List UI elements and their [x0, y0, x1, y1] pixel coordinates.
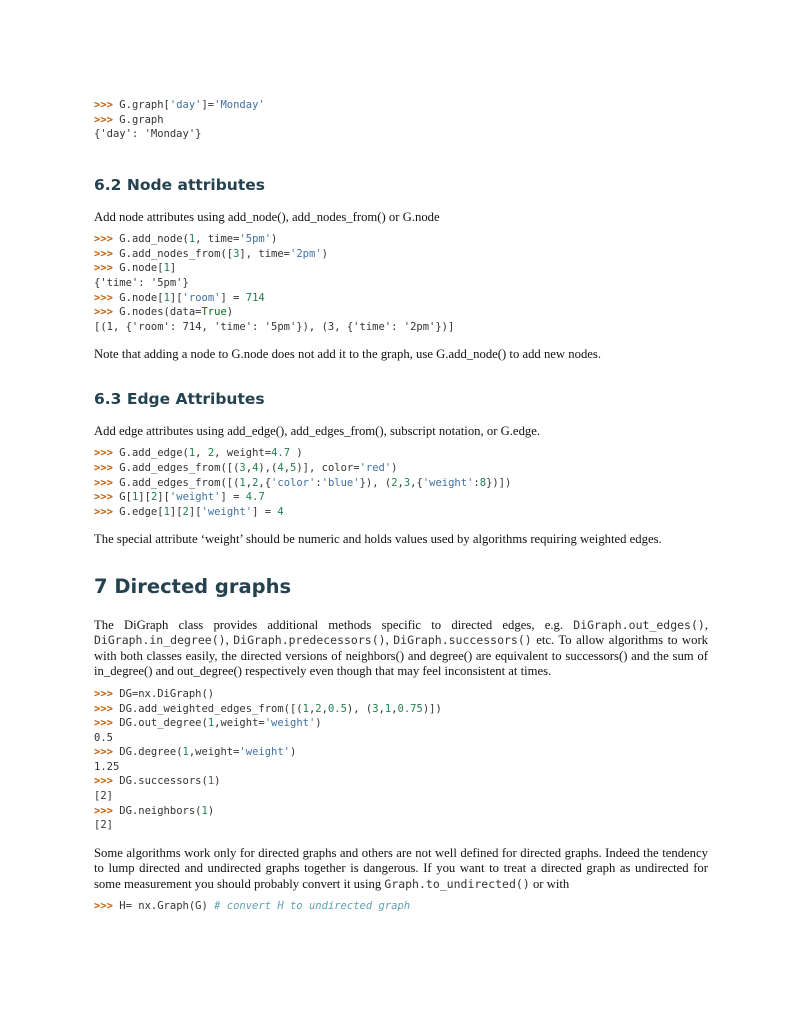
code-text: G.graph[: [119, 99, 170, 111]
string-token: 'weight': [169, 491, 221, 504]
code-text: G.add_nodes_from([: [119, 247, 234, 260]
code-block-graph-attr: [94, 98, 708, 142]
code-line: [94, 461, 708, 476]
code-text: ): [321, 247, 328, 260]
section-heading-directed-graphs: 7 Directed graphs: [94, 574, 292, 598]
prompt-token: >>>: [94, 746, 120, 759]
prompt-token: >>>: [94, 702, 120, 715]
number-token: 1: [201, 804, 208, 817]
number-token: 1: [131, 491, 139, 504]
code-text: ,: [308, 702, 316, 715]
code-text: DG.add_weighted_edges_from([(: [119, 702, 303, 715]
code-text: ,: [195, 447, 208, 460]
code-text: ): [290, 447, 303, 460]
code-text: ,{: [410, 476, 423, 489]
paragraph-text: The DiGraph class provides additional methods specific to directed edges, e.g.: [94, 617, 574, 632]
number-token: 1: [239, 476, 246, 489]
code-line: [94, 899, 708, 914]
code-text: ,weight=: [188, 746, 240, 759]
node-attributes-note: Note that adding a node to G.node does not add it to the graph, use G.add_node() to add new nodes.: [94, 347, 602, 362]
code-text: H= nx.Graph(G): [119, 900, 215, 913]
output-text: {'day': 'Monday'}: [94, 128, 202, 141]
string-token: 'Monday': [214, 99, 265, 111]
prompt-token: >>>: [94, 99, 120, 111]
code-line: [94, 98, 708, 113]
prompt-token: >>>: [94, 775, 120, 788]
inline-code: DiGraph.successors(): [393, 633, 532, 648]
edge-attributes-intro: Add edge attributes using add_edge(), add_edges_from(), subscript notation, or G.edge.: [94, 423, 541, 438]
string-token: 'weight': [201, 505, 253, 518]
number-token: 4.7: [271, 447, 291, 460]
string-token: '5pm': [239, 233, 272, 246]
code-line: [94, 291, 708, 306]
code-line: [94, 320, 708, 335]
code-text: ,weight=: [214, 717, 265, 730]
number-token: 2: [150, 491, 158, 504]
code-text: G.node[: [119, 262, 164, 275]
string-token: 'blue': [321, 476, 360, 489]
code-text: DG.out_degree(: [119, 717, 208, 730]
code-text: ][: [169, 505, 183, 518]
output-text: 0.5: [94, 731, 113, 744]
code-block-edge-attributes: [94, 446, 708, 519]
code-text: ,: [245, 476, 253, 489]
code-text: )], color=: [296, 462, 360, 475]
code-text: G.node[: [119, 291, 164, 304]
code-line: [94, 276, 708, 291]
code-line: [94, 247, 708, 262]
code-text: ] =: [220, 491, 246, 504]
prompt-token: >>>: [94, 804, 120, 817]
paragraph-text: etc. To allow algorithms to work with both classes easily, the directed versions of neighbors() and degree() are equivalent to successors() and the sum of in_degree() and out_degree() respectively even though that may feel inconsistent at times.: [94, 633, 709, 679]
code-line: [94, 305, 708, 320]
number-token: 1: [207, 717, 215, 730]
inline-code: DiGraph.predecessors(): [233, 633, 386, 648]
number-token: 1: [163, 505, 170, 518]
code-line: [94, 731, 708, 746]
number-token: 8: [479, 476, 487, 489]
code-text: ] =: [252, 505, 278, 518]
code-line: [94, 804, 708, 819]
inline-code: DiGraph.out_edges(): [573, 617, 705, 632]
prompt-token: >>>: [94, 462, 120, 475]
prompt-token: >>>: [94, 291, 120, 304]
prompt-token: >>>: [94, 900, 120, 913]
code-text: G.edge[: [119, 505, 164, 518]
code-line: [94, 446, 708, 461]
code-line: [94, 127, 708, 142]
prompt-token: >>>: [94, 262, 120, 275]
code-line: [94, 687, 708, 702]
string-token: 'weight': [422, 476, 474, 489]
number-token: 3: [372, 702, 379, 715]
code-text: G.add_edges_from([(: [119, 476, 240, 489]
code-line: [94, 716, 708, 731]
number-token: 2: [207, 447, 215, 460]
node-attributes-intro: Add node attributes using add_node(), add_nodes_from() or G.node: [94, 209, 440, 224]
prompt-token: >>>: [94, 687, 120, 700]
string-token: 'room': [182, 291, 221, 304]
code-text: , time=: [195, 233, 240, 246]
prompt-token: >>>: [94, 233, 120, 246]
directed-graphs-paragraph-1: [94, 618, 708, 680]
code-text: G.add_edge(: [119, 447, 189, 460]
prompt-token: >>>: [94, 505, 120, 518]
code-text: ] =: [220, 291, 246, 304]
paragraph-text: ,: [225, 633, 234, 648]
code-block-node-attributes: [94, 232, 708, 334]
code-text: DG.successors(: [119, 775, 208, 788]
number-token: 5: [290, 462, 297, 475]
code-text: ,: [321, 702, 328, 715]
paragraph-text: or with: [529, 876, 570, 891]
prompt-token: >>>: [94, 247, 120, 260]
number-token: 1: [302, 702, 309, 715]
code-line: [94, 113, 708, 128]
code-text: ][: [138, 491, 151, 504]
number-token: 0.75: [397, 702, 423, 715]
section-heading-node-attributes: 6.2 Node attributes: [94, 175, 265, 194]
directed-graphs-paragraph-2: [94, 846, 708, 893]
code-text: ): [315, 717, 322, 730]
code-text: ,: [397, 476, 404, 489]
paragraph-text: ,: [704, 617, 708, 632]
code-text: G.nodes(data=: [119, 306, 202, 319]
code-text: DG.neighbors(: [119, 804, 202, 817]
number-token: 4: [252, 462, 259, 475]
number-token: 0.5: [327, 702, 347, 715]
number-token: 4: [277, 462, 284, 475]
number-token: 2: [315, 702, 322, 715]
code-text: DG=nx.DiGraph(): [119, 687, 215, 700]
number-token: 1: [163, 291, 170, 304]
edge-attributes-note: The special attribute ‘weight’ should be numeric and holds values used by algorithms requiring weighted edges.: [94, 532, 662, 547]
code-text: ]: [169, 262, 177, 275]
prompt-token: >>>: [94, 447, 120, 460]
code-text: ), (: [346, 702, 373, 715]
code-line: [94, 490, 708, 505]
code-text: )]): [422, 702, 442, 715]
inline-code: DiGraph.in_degree(): [94, 633, 226, 648]
code-text: ,: [391, 702, 398, 715]
code-text: ): [391, 462, 398, 475]
number-token: 1: [182, 746, 189, 759]
number-token: 2: [391, 476, 398, 489]
code-text: G.add_edges_from([(: [119, 462, 240, 475]
document-page: [94, 98, 708, 914]
code-text: ,: [378, 702, 385, 715]
keyword-token: True: [201, 306, 227, 319]
prompt-token: >>>: [94, 306, 120, 319]
code-text: ): [226, 306, 234, 319]
code-text: :: [473, 476, 480, 489]
code-text: G[: [119, 491, 132, 504]
code-text: G.graph: [119, 113, 164, 126]
code-text: }), (: [359, 476, 392, 489]
code-text: ,: [245, 462, 253, 475]
output-text: 1.25: [94, 760, 120, 773]
number-token: 1: [188, 447, 196, 460]
code-text: ): [271, 233, 278, 246]
number-token: 1: [188, 233, 196, 246]
code-line: [94, 232, 708, 247]
prompt-token: >>>: [94, 717, 120, 730]
code-line: [94, 702, 708, 717]
number-token: 1: [163, 262, 170, 275]
code-line: [94, 774, 708, 789]
code-line: [94, 261, 708, 276]
code-text: :: [315, 476, 322, 489]
code-line: [94, 505, 708, 520]
number-token: 3: [233, 247, 240, 260]
code-text: , weight=: [214, 447, 272, 460]
section-heading-edge-attributes: 6.3 Edge Attributes: [94, 389, 265, 408]
code-line: [94, 789, 708, 804]
code-text: ): [214, 775, 221, 788]
output-text: [2]: [94, 790, 113, 803]
number-token: 1: [384, 702, 392, 715]
output-text: [(1, {'room': 714, 'time': '5pm'}), (3, {'time': '2pm'})]: [94, 320, 455, 333]
prompt-token: >>>: [94, 113, 120, 126]
code-text: ,{: [258, 476, 272, 489]
code-text: ][: [157, 491, 170, 504]
string-token: 'red': [359, 462, 392, 475]
code-text: ): [290, 746, 297, 759]
code-text: ): [207, 804, 215, 817]
paragraph-text: Some algorithms work only for directed graphs and others are not well defined for directed graphs. Indeed the tendency to lump directed and undirected graphs together is dangerous. If you want to treat a directed graph as undirected for some measurement you should probably convert it using: [94, 845, 708, 891]
code-text: })]): [486, 476, 512, 489]
number-token: 4: [277, 505, 284, 518]
number-token: 2: [252, 476, 259, 489]
inline-code: Graph.to_undirected(): [384, 876, 530, 891]
code-line: [94, 745, 708, 760]
string-token: 'day': [169, 99, 202, 111]
string-token: 'weight': [239, 746, 290, 759]
code-text: ]=: [201, 99, 215, 111]
number-token: 1: [207, 775, 215, 788]
string-token: '2pm': [290, 247, 322, 260]
code-text: ], time=: [239, 247, 290, 260]
code-text: G.add_node(: [119, 233, 189, 246]
number-token: 714: [245, 291, 265, 304]
code-block-directed-graphs: [94, 687, 708, 833]
code-line: [94, 476, 708, 491]
number-token: 3: [403, 476, 411, 489]
string-token: 'color': [271, 476, 316, 489]
prompt-token: >>>: [94, 476, 120, 489]
output-text: [2]: [94, 819, 113, 832]
code-text: ),(: [258, 462, 278, 475]
number-token: 4.7: [245, 491, 265, 504]
code-line: [94, 818, 708, 833]
code-text: ][: [169, 291, 183, 304]
code-text: DG.degree(: [119, 746, 183, 759]
code-text: ][: [188, 505, 202, 518]
code-block-to-undirected: [94, 899, 708, 914]
code-text: ,: [283, 462, 291, 475]
number-token: 3: [239, 462, 246, 475]
paragraph-text: ,: [385, 633, 394, 648]
comment-token: # convert H to undirected graph: [214, 900, 411, 913]
number-token: 2: [182, 505, 189, 518]
string-token: 'weight': [264, 717, 316, 730]
code-line: [94, 760, 708, 775]
output-text: {'time': '5pm'}: [94, 277, 189, 290]
prompt-token: >>>: [94, 491, 120, 504]
